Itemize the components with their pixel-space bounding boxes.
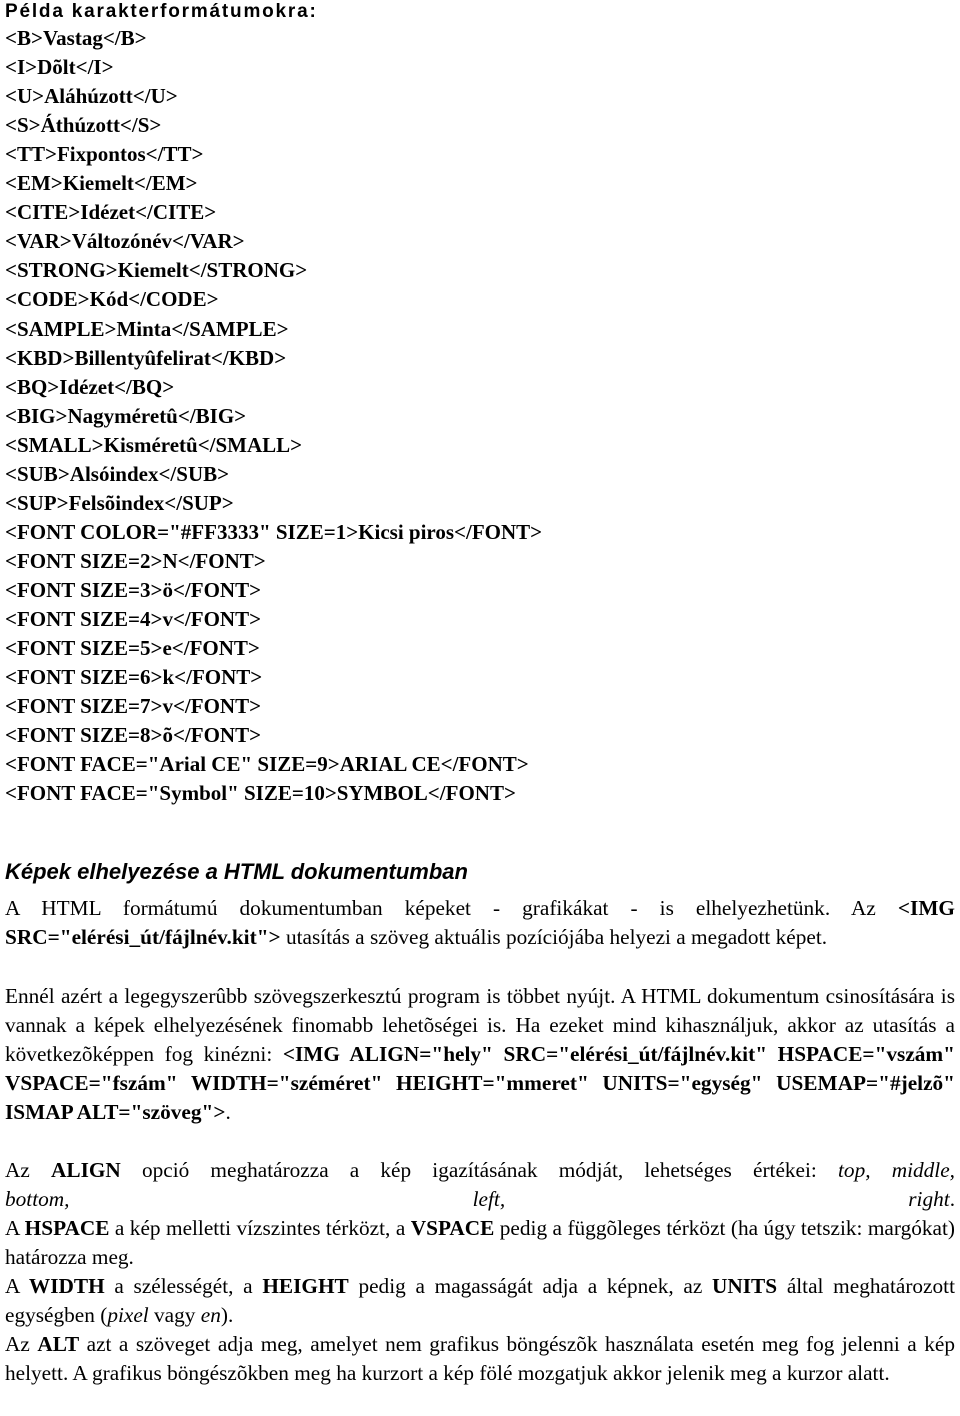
text: a kép melletti vízszintes térközt, a xyxy=(109,1216,411,1240)
section-heading-images: Képek elhelyezése a HTML dokumentumban xyxy=(5,859,468,884)
text: opció meghatározza a kép igazításának módját, lehetséges értékei: xyxy=(120,1158,838,1182)
tag-example-line: <FONT SIZE=4>v</FONT> xyxy=(5,607,262,631)
code-img-full: <IMG ALIGN="hely" SRC="elérési_út/fájlnév.kit" HSPACE="vszám" VSPACE="fszám" WIDTH="széméret" HEIGHT="mmeret" UNITS="egység" USEMAP="#jelzõ" ISMAP ALT="szöveg"> xyxy=(5,1042,955,1125)
paragraph-img-full-syntax xyxy=(5,982,955,1127)
tag-example-line: <FONT SIZE=7>v</FONT> xyxy=(5,694,262,719)
tag-example-line: <FONT SIZE=2>N</FONT> xyxy=(5,548,266,573)
tag-example-line: <STRONG>Kiemelt</STRONG> xyxy=(5,258,308,283)
tag-example-line: <KBD>Billentyûfelirat</KBD> xyxy=(5,345,287,370)
paragraph-alt xyxy=(5,1330,955,1388)
tag-example-line: <FONT SIZE=8>õ</FONT> xyxy=(5,723,262,748)
value-top-middle: top, middle, xyxy=(838,1158,955,1182)
text: azt a szöveget adja meg, amelyet nem grafikus böngészõk használata esetén meg fog jelenni a kép helyett. A grafikus böngészõkben meg ha kurzort a kép fölé mozgatjuk akkor jelenik meg a kurzor alatt. xyxy=(5,1332,955,1386)
tag-example-line: <FONT FACE="Symbol" SIZE=10>SYMBOL</FONT> xyxy=(5,781,516,806)
tag-example-line: <U>Aláhúzott</U> xyxy=(5,84,178,109)
tag-example-line: <SUP>Felsõindex</SUP> xyxy=(5,490,234,515)
paragraph-align-line2 xyxy=(5,1185,955,1214)
text: A HTML formátumú dokumentumban képeket - grafikákat - is elhelyezhetünk. Az xyxy=(5,896,898,920)
tag-example-line: <B>Vastag</B> xyxy=(5,26,147,50)
paragraph-hspace-vspace xyxy=(5,1214,955,1272)
text: Az xyxy=(5,1332,38,1356)
text: vagy xyxy=(148,1303,201,1328)
value-right-wrap xyxy=(908,1187,955,1211)
tag-example-line: <EM>Kiemelt</EM> xyxy=(5,171,198,196)
tag-example-line: <S>Áthúzott</S> xyxy=(5,113,162,138)
text: pedig a függõleges térközt (ha úgy tetszik: margókat) határozza meg. xyxy=(5,1216,956,1270)
unit-en: en xyxy=(200,1303,221,1328)
text: ). xyxy=(220,1303,234,1328)
value-left: left, xyxy=(472,1187,506,1212)
tag-example-line: <VAR>Változónév</VAR> xyxy=(5,229,245,254)
keyword-vspace: VSPACE xyxy=(410,1216,495,1240)
code-img-src: <IMG SRC="elérési_út/fájlnév.kit"> xyxy=(5,896,955,950)
keyword-hspace: HSPACE xyxy=(24,1216,110,1240)
tag-example-line: <CITE>Idézet</CITE> xyxy=(5,200,217,225)
keyword-alt: ALT xyxy=(37,1332,80,1356)
value-right: right xyxy=(908,1187,950,1212)
tag-example-line: <FONT SIZE=6>k</FONT> xyxy=(5,665,263,690)
tag-example-line: <SAMPLE>Minta</SAMPLE> xyxy=(5,316,289,341)
text: a szélességét, a xyxy=(104,1274,263,1298)
keyword-units: UNITS xyxy=(712,1274,778,1298)
unit-pixel: pixel xyxy=(107,1303,149,1328)
tag-example-line: <FONT SIZE=5>e</FONT> xyxy=(5,636,260,661)
paragraph-img-intro xyxy=(5,894,955,952)
section-heading-character-formats: Példa karakterformátumokra: xyxy=(5,1,318,22)
text: által meghatározott egységben ( xyxy=(5,1274,955,1328)
keyword-width: WIDTH xyxy=(28,1274,105,1298)
tag-example-line: <FONT FACE="Arial CE" SIZE=9>ARIAL CE</FONT> xyxy=(5,752,529,777)
tag-example-line: <FONT SIZE=3>ö</FONT> xyxy=(5,577,262,602)
paragraph-width-height xyxy=(5,1272,955,1330)
text: . xyxy=(225,1100,231,1125)
text: Az xyxy=(5,1158,51,1182)
tag-example-line: <FONT COLOR="#FF3333" SIZE=1>Kicsi piros</FONT> xyxy=(5,519,543,544)
text: . xyxy=(949,1187,956,1212)
paragraph-align xyxy=(5,1156,955,1214)
text: utasítás a szöveg aktuális pozíciójába helyezi a megadott képet. xyxy=(280,925,828,950)
paragraph-align-line1 xyxy=(5,1156,955,1185)
tag-example-line: <I>Dõlt</I> xyxy=(5,55,114,80)
tag-example-line: <BIG>Nagyméretû</BIG> xyxy=(5,403,247,428)
tag-example-line: <BQ>Idézet</BQ> xyxy=(5,374,175,399)
tag-example-line: <TT>Fixpontos</TT> xyxy=(5,142,204,167)
text: Ennél azért a legegyszerûbb szövegszerkesztú program is többet nyújt. A HTML dokumentum csinosítására is vannak a képek elhelyezésének finomabb lehetõségei is. Ha ezeket mind kihasználjuk, akkor az utasítás a következõképpen fog kinézni: xyxy=(5,984,955,1067)
keyword-align: ALIGN xyxy=(50,1158,121,1182)
value-bottom: bottom, xyxy=(5,1187,70,1212)
tag-example-line: <SUB>Alsóindex</SUB> xyxy=(5,461,230,486)
tag-example-line: <CODE>Kód</CODE> xyxy=(5,287,219,312)
text: pedig a magasságát adja a képnek, az xyxy=(348,1274,712,1298)
text: A xyxy=(5,1274,29,1298)
keyword-height: HEIGHT xyxy=(262,1274,349,1298)
tag-example-line: <SMALL>Kisméretû</SMALL> xyxy=(5,432,303,457)
text: A xyxy=(5,1216,25,1240)
